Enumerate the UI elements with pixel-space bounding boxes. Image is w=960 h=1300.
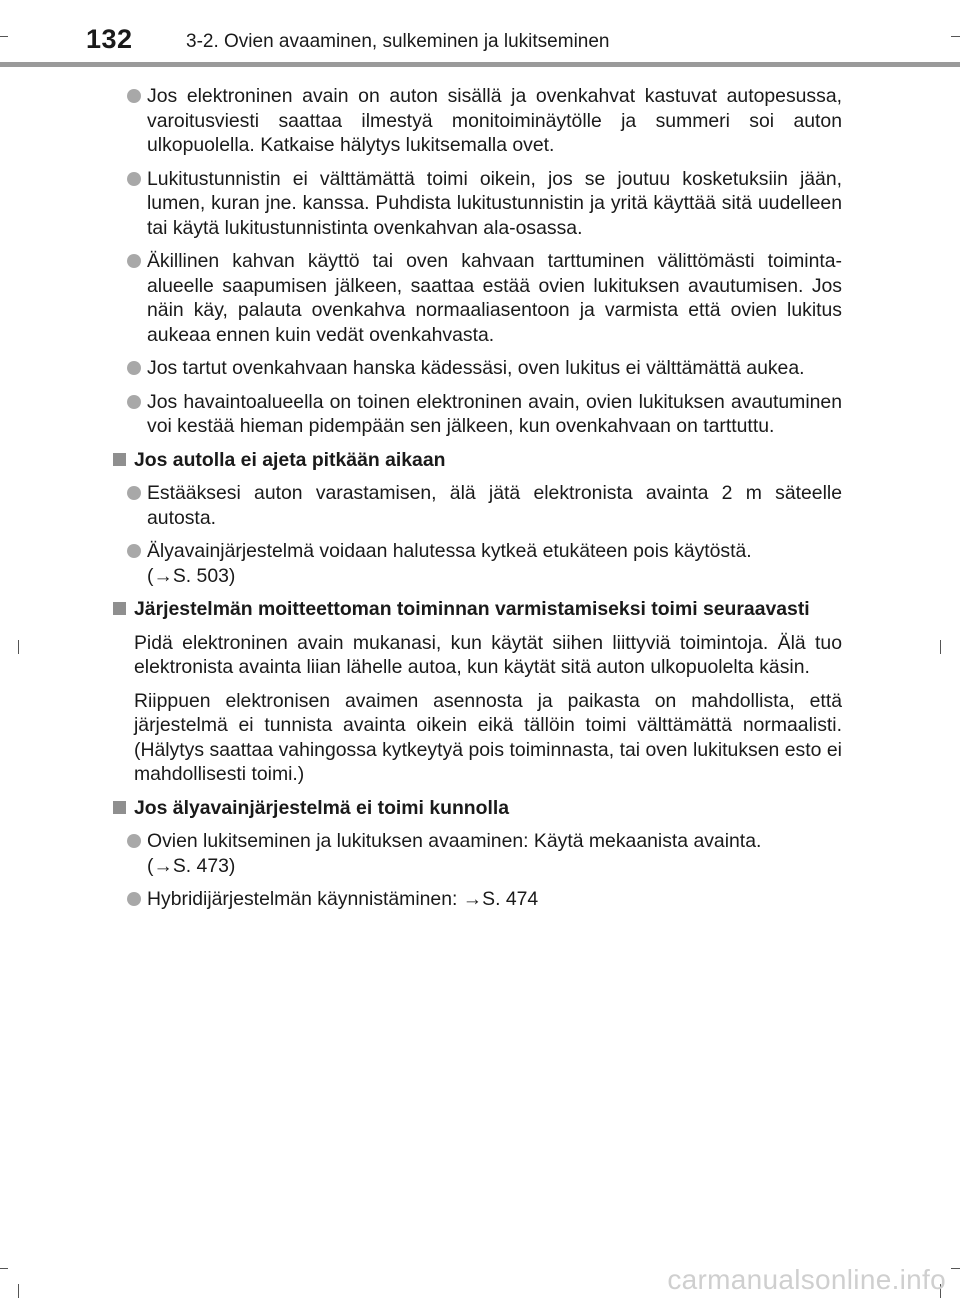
- crop-mark: [0, 1268, 8, 1269]
- list-item: Jos elektroninen avain on auton sisällä ja ovenkahvat kastuvat autopesussa, varoitusviesti saattaa ilmestyä monitoiminäytölle ja summeri soi auton ulkopuolella. Katkaise hälytys lukitsemalla ovet.: [112, 84, 842, 158]
- crop-mark: [951, 1268, 960, 1269]
- list-item: Jos havaintoalueella on toinen elektroninen avain, ovien lukituksen avautuminen voi kestää hieman pidempään sen jälkeen, kun ovenkahvaan on tarttuttu.: [112, 390, 842, 439]
- page-reference: (→S. 473): [147, 854, 236, 877]
- page-reference: (→S. 503): [147, 564, 236, 587]
- bullet-dot-icon: [127, 172, 141, 186]
- paragraph: Riippuen elektronisen avaimen asennosta ja paikasta on mahdollista, että järjestelmä ei tunnista avainta oikein eikä tällöin toimi välttämättä normaalisti. (Hälytys saattaa vahingossa kytkeytyä pois toiminnasta, tai oven lukituksen esto ei mahdollisesti toimi.): [134, 689, 842, 785]
- chapter-title: 3-2. Ovien avaaminen, sulkeminen ja lukitseminen: [186, 31, 610, 52]
- crop-mark: [951, 36, 960, 37]
- crop-mark: [0, 36, 8, 37]
- crop-mark: [18, 1284, 19, 1298]
- bullet-dot-icon: [127, 254, 141, 268]
- list-item: Lukitustunnistin ei välttämättä toimi oikein, jos se joutuu kosketuksiin jään, lumen, kuran jne. kanssa. Puhdista lukitustunnistin ja yritä käyttää sitä uudelleen tai käytä lukitustunnistinta ovenkahvan ala-osassa.: [112, 167, 842, 241]
- bullet-dot-icon: [127, 834, 141, 848]
- section-heading-malfunction: Jos älyavainjärjestelmä ei toimi kunnolla: [112, 796, 842, 821]
- bullet-dot-icon: [127, 395, 141, 409]
- bullet-dot-icon: [127, 544, 141, 558]
- bullet-dot-icon: [127, 89, 141, 103]
- watermark: carmanualsonline.info: [667, 1264, 946, 1295]
- paragraph: Pidä elektroninen avain mukanasi, kun käytät siihen liittyviä toimintoja. Älä tuo elektronista avainta liian lähelle autoa, kun käytät sitä auton ulkopuolelta käsin.: [134, 631, 842, 678]
- list-item: Älyavainjärjestelmä voidaan halutessa kytkeä etukäteen pois käytöstä. (→S. 503): [112, 539, 842, 588]
- list-item: Estääksesi auton varastamisen, älä jätä elektronista avainta 2 m säteelle autosta.: [112, 481, 842, 530]
- bullet-dot-icon: [127, 486, 141, 500]
- list-item: Ovien lukitseminen ja lukituksen avaaminen: Käytä mekaanista avainta. (→S. 473): [112, 829, 842, 878]
- list-item: Äkillinen kahvan käyttö tai oven kahvaan tarttuminen välittömästi toiminta-alueelle saapumisen jälkeen, saattaa estää ovien lukituksen avautumisen. Jos näin käy, palauta ovenkahva normaaliasentoon ja varmista että ovien lukitus aukeaa ennen kuin vedät ovenkahvasta.: [112, 249, 842, 347]
- crop-mark: [18, 640, 19, 654]
- page-content: [112, 84, 842, 921]
- list-item: Jos tartut ovenkahvaan hanska kädessäsi, oven lukitus ei välttämättä aukea.: [112, 356, 842, 381]
- page-number: 132: [86, 24, 133, 54]
- bullet-dot-icon: [127, 892, 141, 906]
- section-heading-long-time: Jos autolla ei ajeta pitkään aikaan: [112, 448, 842, 473]
- bullet-dot-icon: [127, 361, 141, 375]
- header-rule: [0, 62, 960, 67]
- crop-mark: [940, 640, 941, 654]
- section-square-icon: [113, 453, 126, 466]
- list-item: Hybridijärjestelmän käynnistäminen: →S. 474: [112, 887, 842, 912]
- section-heading-proper-operation: Järjestelmän moitteettoman toiminnan varmistamiseksi toimi seuraavasti: [112, 597, 842, 622]
- section-square-icon: [113, 801, 126, 814]
- page-header: [0, 0, 960, 62]
- section-square-icon: [113, 602, 126, 615]
